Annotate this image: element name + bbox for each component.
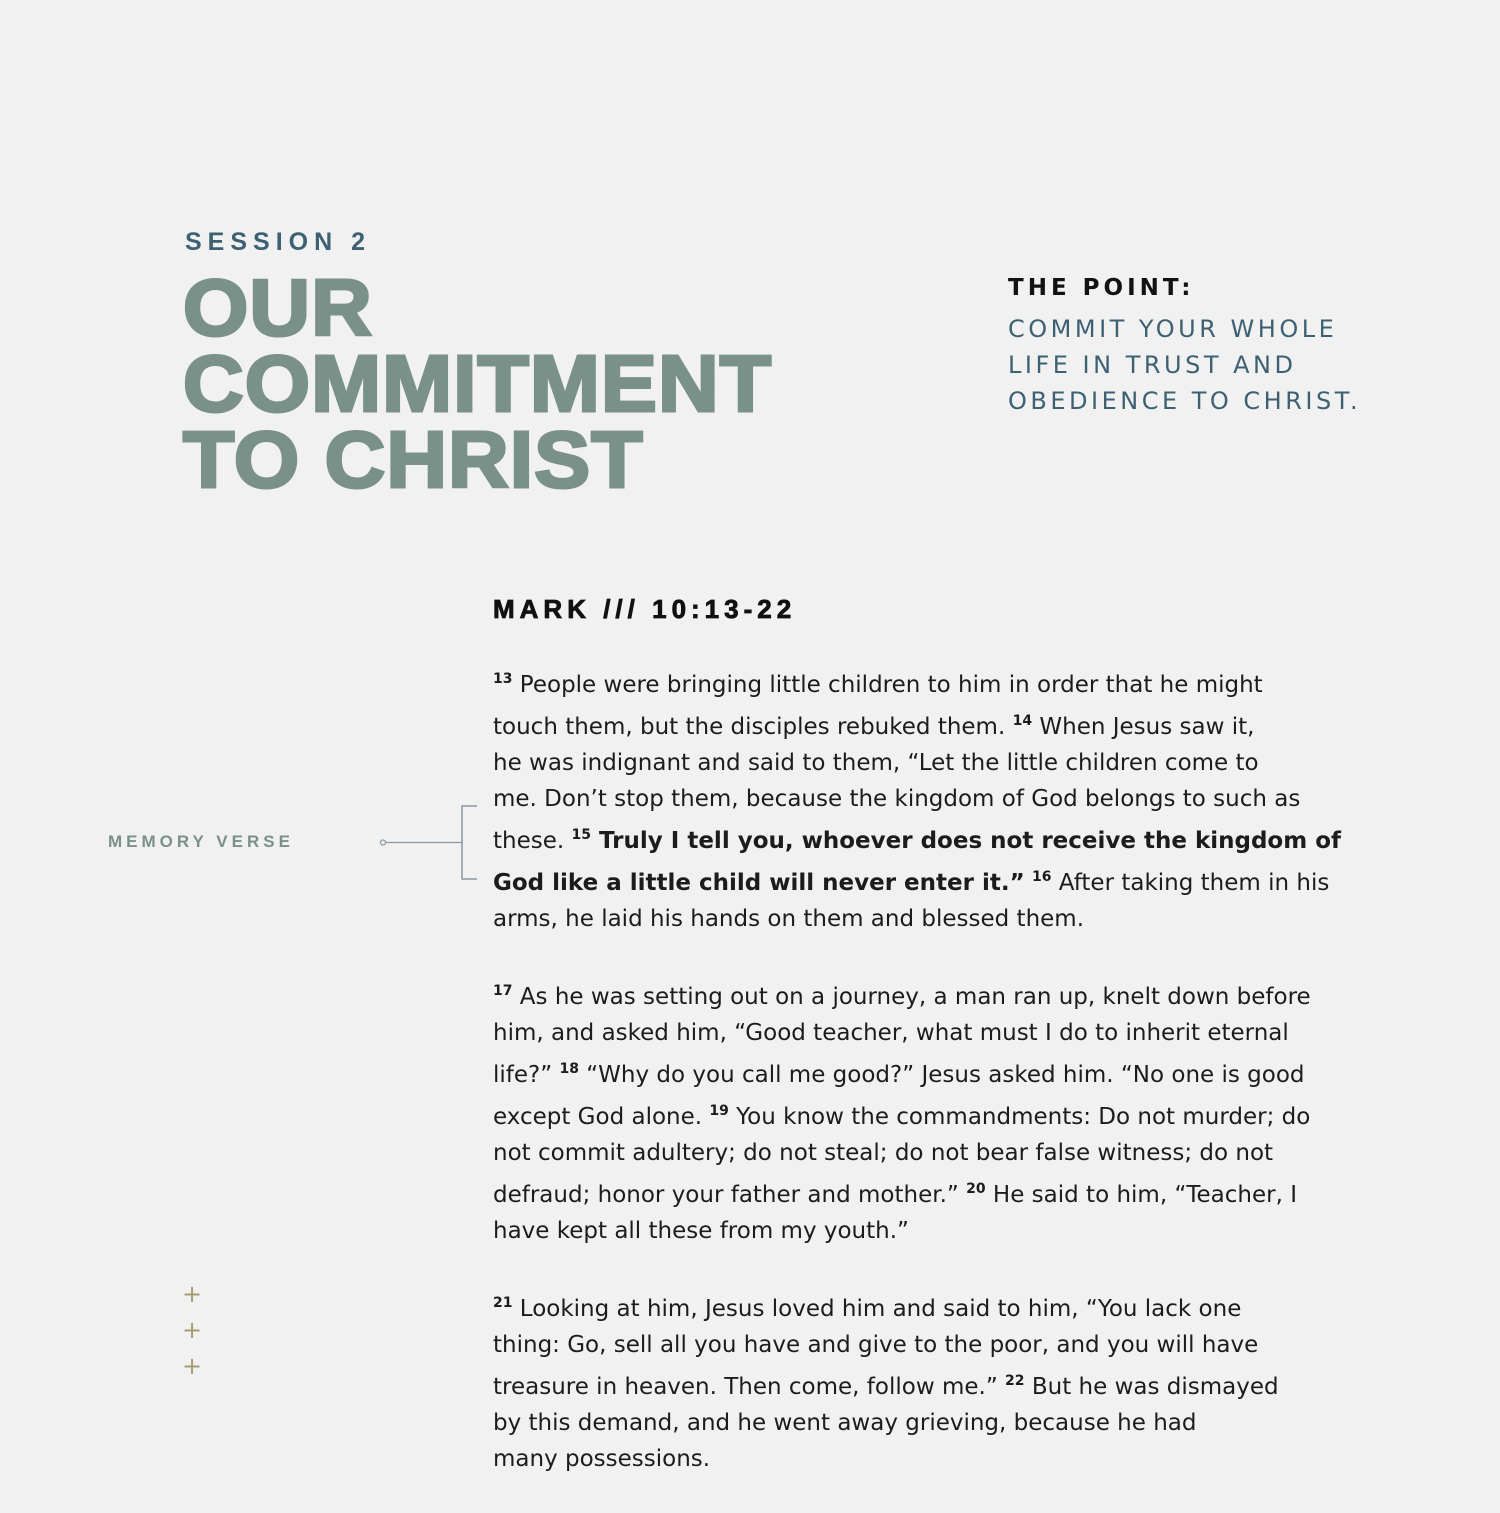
verse-text: But he was dismayed	[1024, 1374, 1279, 1400]
verse-text: he was indignant and said to them, “Let the little children come to	[493, 750, 1259, 776]
scripture-line	[493, 1051, 1353, 1093]
verse-text: Looking at him, Jesus loved him and said to him, “You lack one	[512, 1296, 1242, 1322]
verse-text: touch them, but the disciples rebuked them.	[493, 714, 1013, 740]
scripture-reference: MARK /// 10:13-22	[493, 594, 797, 624]
verse-number: 15	[571, 827, 591, 843]
scripture-line	[493, 901, 1353, 937]
scripture-line	[493, 859, 1353, 901]
verse-text: thing: Go, sell all you have and give to the poor, and you will have	[493, 1332, 1259, 1358]
verse-text: me. Don’t stop them, because the kingdom of God belongs to such as	[493, 786, 1301, 812]
scripture-passage	[493, 661, 1353, 1513]
verse-number: 13	[493, 671, 513, 687]
scripture-paragraph	[493, 973, 1353, 1249]
scripture-line	[493, 745, 1353, 781]
scripture-line	[493, 1213, 1353, 1249]
plus-decoration	[182, 1276, 202, 1384]
verse-number: 20	[966, 1181, 986, 1197]
verse-text: defraud; honor your father and mother.”	[493, 1182, 967, 1208]
verse-text: “Why do you call me good?” Jesus asked him. “No one is good	[578, 1062, 1305, 1088]
verse-number: 14	[1012, 713, 1033, 729]
scripture-line	[493, 781, 1353, 817]
scripture-line	[493, 1327, 1353, 1363]
verse-text	[1025, 870, 1032, 896]
scripture-line	[493, 703, 1353, 745]
scripture-paragraph	[493, 661, 1353, 937]
verse-text: not commit adultery; do not steal; do not bear false witness; do not	[493, 1140, 1274, 1166]
verse-text: him, and asked him, “Good teacher, what must I do to inherit eternal	[493, 1020, 1289, 1046]
verse-number: 22	[1005, 1373, 1025, 1389]
verse-number: 21	[493, 1295, 513, 1311]
verse-text: by this demand, and he went away grieving, because he had	[493, 1410, 1197, 1436]
scripture-line	[493, 1171, 1353, 1213]
scripture-line	[493, 1405, 1353, 1441]
verse-number: 18	[559, 1061, 579, 1077]
scripture-line	[493, 1015, 1353, 1051]
scripture-paragraph	[493, 1285, 1353, 1477]
point-text	[1008, 311, 1361, 419]
point-line: COMMIT YOUR WHOLE	[1008, 315, 1338, 343]
verse-text: He said to him, “Teacher, I	[985, 1182, 1297, 1208]
memory-verse-text: God like a little child will never enter it.”	[493, 870, 1025, 896]
plus-icon: +	[182, 1316, 203, 1344]
memory-verse-label: MEMORY VERSE	[108, 832, 294, 851]
scripture-line	[493, 1135, 1353, 1171]
verse-text: except God alone.	[493, 1104, 710, 1130]
scripture-line	[493, 1441, 1353, 1477]
memory-verse-bracket	[378, 804, 488, 884]
title-line: OUR	[183, 263, 373, 352]
scripture-line	[493, 1363, 1353, 1405]
plus-icon: +	[182, 1352, 203, 1380]
plus-icon: +	[182, 1280, 203, 1308]
scripture-line	[493, 817, 1353, 859]
verse-text: When Jesus saw it,	[1032, 714, 1255, 740]
verse-number: 17	[493, 983, 513, 999]
session-label: SESSION 2	[185, 228, 371, 256]
scripture-line	[493, 1285, 1353, 1327]
verse-text: After taking them in his	[1051, 870, 1330, 896]
title-line: COMMITMENT	[183, 339, 773, 428]
point-label: THE POINT:	[1008, 275, 1195, 301]
verse-text: these.	[493, 828, 572, 854]
verse-text: life?”	[493, 1062, 560, 1088]
verse-number: 16	[1032, 869, 1052, 885]
scripture-line	[493, 1093, 1353, 1135]
verse-text: many possessions.	[493, 1446, 711, 1472]
verse-text: treasure in heaven. Then come, follow me.”	[493, 1374, 1006, 1400]
verse-text: You know the commandments: Do not murder; do	[728, 1104, 1311, 1130]
scripture-line	[493, 973, 1353, 1015]
verse-number: 19	[709, 1103, 729, 1119]
verse-text: have kept all these from my youth.”	[493, 1218, 909, 1244]
memory-verse-text: Truly I tell you, whoever does not receive the kingdom of	[591, 828, 1342, 854]
verse-text: arms, he laid his hands on them and blessed them.	[493, 906, 1085, 932]
scripture-line	[493, 661, 1353, 703]
title-line: TO CHRIST	[183, 415, 644, 504]
page-title	[183, 263, 773, 504]
verse-text: People were bringing little children to him in order that he might	[512, 672, 1263, 698]
point-line: LIFE IN TRUST AND	[1008, 351, 1297, 379]
verse-text: As he was setting out on a journey, a man ran up, knelt down before	[512, 984, 1311, 1010]
point-line: OBEDIENCE TO CHRIST.	[1008, 387, 1362, 415]
